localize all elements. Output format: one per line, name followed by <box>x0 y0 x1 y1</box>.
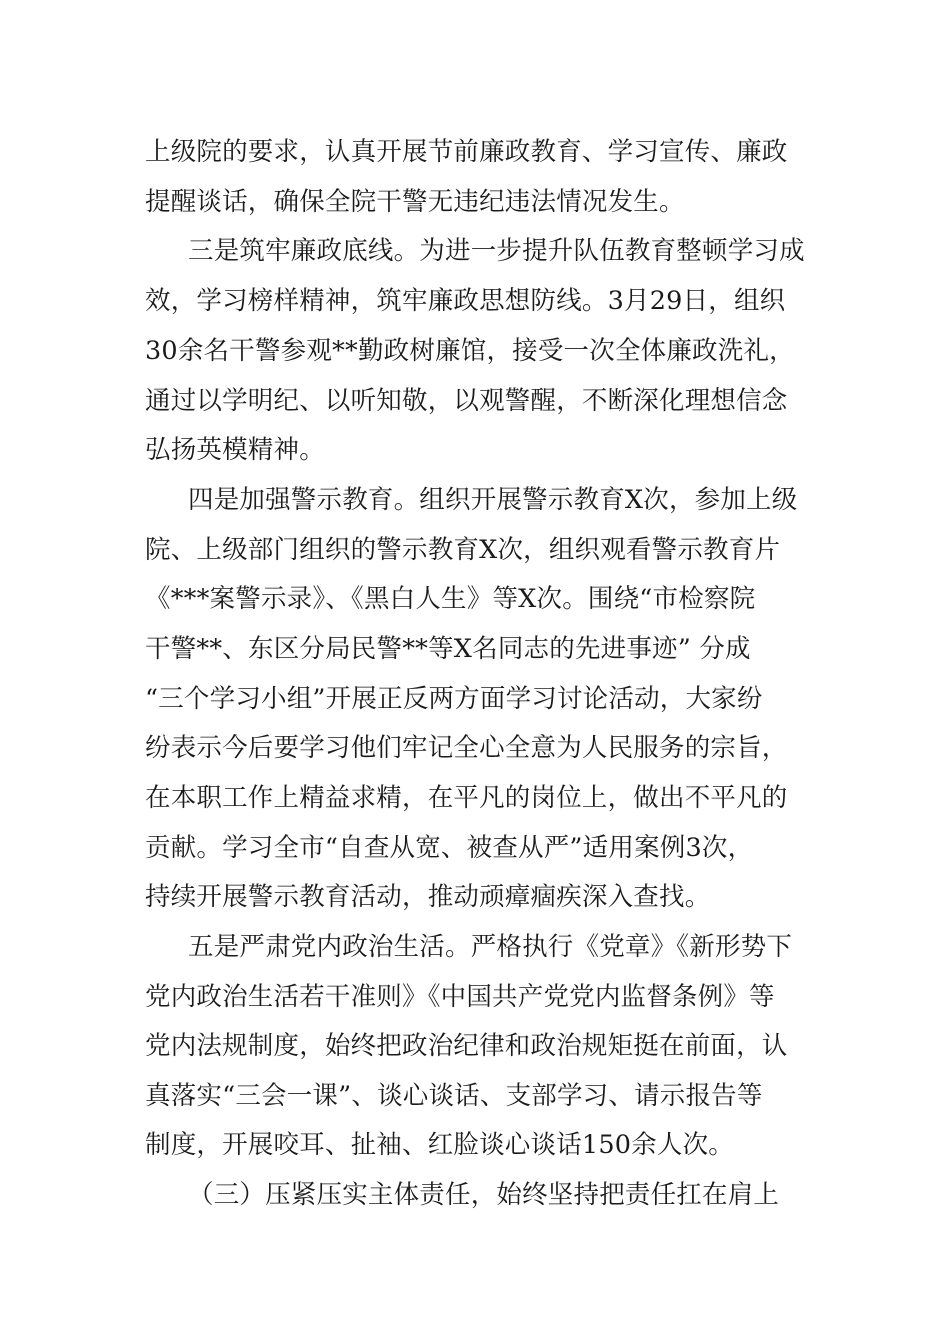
text-line: 纷表示今后要学习他们牢记全心全意为人民服务的宗旨， <box>145 733 788 763</box>
paragraph-start-line: 四是加强警示教育。组织开展警示教育X次，参加上级 <box>188 485 798 515</box>
section-heading: （三）压紧压实主体责任，始终坚持把责任扛在肩上 <box>188 1180 780 1210</box>
text-line: 效，学习榜样精神，筑牢廉政思想防线。3月29日，组织 <box>145 286 786 316</box>
text-line: 30余名干警参观**勤政树廉馆，接受一次全体廉政洗礼， <box>145 336 795 366</box>
text-line: 上级院的要求，认真开展节前廉政教育、学习宣传、廉政 <box>145 137 788 167</box>
text-line: “三个学习小组”开展正反两方面学习讨论活动，大家纷 <box>145 684 763 714</box>
text-line: 党内法规制度，始终把政治纪律和政治规矩挺在前面，认 <box>145 1031 788 1061</box>
text-line: 真落实“三会一课”、谈心谈话、支部学习、请示报告等 <box>145 1081 763 1111</box>
text-line: 制度，开展咬耳、扯袖、红脸谈心谈话150余人次。 <box>145 1130 734 1160</box>
text-line: 干警**、东区分局民警**等X名同志的先进事迹” 分成 <box>145 634 751 664</box>
text-line: 贡献。学习全市“自查从宽、被查从严”适用案例3次， <box>145 833 754 863</box>
text-line: 弘扬英模精神。 <box>145 435 325 465</box>
paragraph-start-line: 三是筑牢廉政底线。为进一步提升队伍教育整顿学习成 <box>188 236 805 266</box>
text-line: 提醒谈话，确保全院干警无违纪违法情况发生。 <box>145 187 685 217</box>
text-line: 院、上级部门组织的警示教育X次，组织观看警示教育片 <box>145 535 781 565</box>
paragraph-start-line: 五是严肃党内政治生活。严格执行《党章》《新形势下 <box>188 932 793 962</box>
text-line: 持续开展警示教育活动，推动顽瘴痼疾深入查找。 <box>145 882 711 912</box>
text-line: 通过以学明纪、以听知敬，以观警醒，不断深化理想信念 <box>145 386 788 416</box>
text-line: 党内政治生活若干准则》《中国共产党党内监督条例》等 <box>145 982 775 1012</box>
text-line: 在本职工作上精益求精，在平凡的岗位上，做出不平凡的 <box>145 783 788 813</box>
text-line: 《***案警示录》、《黑白人生》等X次。围绕“市检察院 <box>145 584 756 614</box>
